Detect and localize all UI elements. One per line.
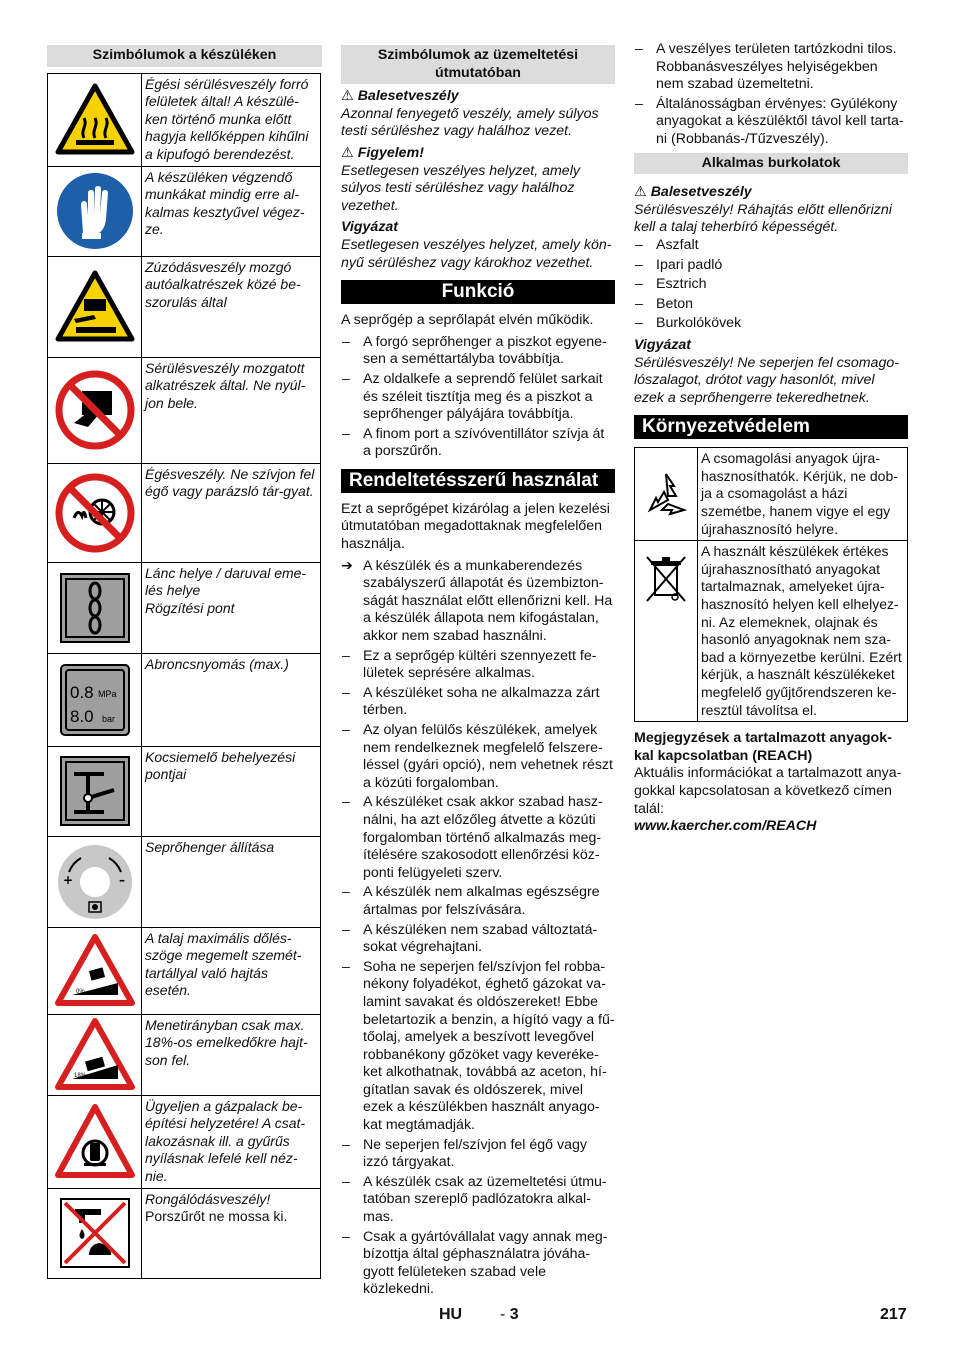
intended-use-intro: Ezt a seprőgépet kizárólag a jelen kezelési útmutatóban megadottaknak megfelelően használja.	[341, 500, 610, 553]
surfaces-list	[634, 237, 908, 333]
danger-label	[341, 88, 615, 106]
list-item: A készüléken végzendő munkákat mindig erre al-kalmas kesztyűvel végez-ze.	[142, 166, 321, 256]
table-row	[48, 1188, 321, 1278]
table-row	[48, 463, 321, 562]
list-item: Égési sérülésveszély forró felületek által! A készülé-ken történő munka előtt hagyja kellőképpen kihűlni a kipufogó berendezést.	[142, 73, 321, 166]
list-item	[142, 1188, 321, 1278]
list-item: – A veszélyes területen tartózkodni tilos. Robbanásveszélyes helyiségekben nem szabad üzemeltetni.	[634, 41, 908, 94]
table-row	[48, 256, 321, 357]
table-row	[48, 927, 321, 1014]
caution-text: Esetlegesen veszélyes helyzet, amely kön-nyű sérüléshez vagy károkhoz vezethet.	[341, 236, 612, 271]
table-row	[48, 562, 321, 653]
warning-text: Esetlegesen veszélyes helyzet, amely súlyos testi sérüléshez vagy halálhoz vezethet.	[341, 162, 580, 214]
list-item: – Az olyan felülős készülékek, amelyek nem rendelkeznek megfelelő felszere-léssel (gyári opció), nem vehetnek részt a közúti forgalomban.	[341, 722, 615, 792]
crossed-bin-icon	[641, 549, 691, 605]
list-item: Kocsiemelő behelyezési pontjai	[142, 746, 321, 836]
environment-table	[634, 447, 908, 722]
reach-text: Aktuális információkat a tartalmazott anya-gokkal kapcsolatosan a következő címen talál:	[634, 765, 902, 817]
list-item: Zúzódásveszély mozgó autóalkatrészek közé be-szorulás által	[142, 256, 321, 357]
device-symbols-table	[47, 73, 321, 1279]
list-item: A talaj maximális dőlés-szöge megemelt szemét-tartállyal való hajtás esetén.	[142, 927, 321, 1014]
caution-text: Sérülésveszély! Ne seperjen fel csomago-lószalagot, drótot vagy hasonlót, mivel ezek a seprőhengerre tekeredhetnek.	[634, 354, 899, 406]
caution-label: Vigyázat	[341, 219, 399, 236]
pressure-bar-value: 8.0	[69, 706, 94, 726]
local-page-number	[500, 1306, 519, 1324]
manual-symbols-heading: Szimbólumok az üzemeltetési útmutatóban	[341, 45, 615, 84]
list-item: – Burkolókövek	[634, 315, 908, 333]
local-page-value: 3	[509, 1306, 519, 1323]
warning-triangle-icon: ⚠	[341, 144, 354, 161]
function-heading: Funkció	[341, 280, 615, 304]
list-item-line: Rögzítési pont	[145, 599, 235, 616]
list-item: Ügyeljen a gázpalack be-építési helyzetére! A csat-lakozásnak ill. a gyűrűs nyílásnak lefelé kell néz-nie.	[142, 1095, 321, 1188]
intended-use-arrow-list	[341, 558, 615, 646]
slope-warning-icon	[54, 933, 136, 1009]
hot-surface-warning-icon	[54, 82, 136, 158]
list-item: A csomagolási anyagok újra-hasznosíthatók. Kérjük, ne dob-ja a csomagolást a házi szemétbe, hanem vigye el egy újrahasznosító helyre.	[698, 448, 908, 541]
list-item-line: Porszűrőt ne mossa ki.	[145, 1208, 288, 1225]
page-footer	[0, 1306, 954, 1330]
list-item: – A készülék nem alkalmas egészségre ártalmas por felszívására.	[341, 884, 615, 919]
list-item: – Esztrich	[634, 276, 908, 294]
pressure-mpa-value: 0.8	[69, 682, 94, 702]
list-item: – A készüléket csak akkor szabad hasz-nálni, ha azt előzőleg átvette a közúti forgalomban történő alkalmazás meg-ítélésére szakosodott ellenőrzési köz-ponti felügyeleti szerv.	[341, 794, 615, 882]
warning-label	[341, 145, 615, 163]
list-item-line: Rongálódásveszély!	[145, 1190, 271, 1207]
no-reach-in-icon	[54, 369, 136, 451]
list-item: – A finom port a szívóventillátor szívja át a porszűrőn.	[341, 426, 615, 461]
table-row	[48, 73, 321, 166]
no-burning-objects-icon	[54, 472, 136, 554]
environment-heading: Környezetvédelem	[634, 415, 908, 439]
page-separator: -	[500, 1306, 506, 1323]
warning-triangle-icon: ⚠	[341, 88, 354, 105]
symbols-on-device-section	[47, 45, 322, 1279]
function-intro: A seprőgép a seprőlapát elvén működik.	[341, 312, 594, 329]
list-item: – A készüléket soha ne alkalmazza zárt térben.	[341, 685, 615, 720]
no-wash-filter-icon	[55, 1193, 135, 1273]
danger-label	[634, 184, 908, 202]
list-item: – Az oldalkefe a seprendő felület sarkait és széleit tisztítja meg és a piszkot a seprőhenger pályájára továbbítja.	[341, 371, 615, 424]
danger-label-text: Balesetveszély	[650, 184, 752, 201]
pressure-bar-unit: bar	[101, 713, 115, 724]
surfaces-heading: Alkalmas burkolatok	[634, 153, 908, 175]
table-row	[48, 1095, 321, 1188]
danger-text: Azonnal fenyegető veszély, amely súlyos testi sérüléshez vagy halálhoz vezet.	[341, 105, 599, 140]
list-item: Abroncsnyomás (max.)	[142, 653, 321, 746]
list-item: – Csak a gyártóvállalat vagy annak meg-bízottja által géphasználatra jóváha-gyott felületeken szabad vele közlekedni.	[341, 1229, 615, 1299]
table-row	[635, 448, 908, 541]
slope-percent-label: 0%	[75, 988, 85, 995]
svg-text:+: +	[62, 872, 73, 887]
list-item: – Ipari padló	[634, 257, 908, 275]
jack-point-icon	[58, 754, 132, 828]
danger-text: Sérülésveszély! Ráhajtás előtt ellenőrizni kell a talaj teherbíró képességét.	[634, 201, 892, 236]
intended-use-list	[341, 648, 615, 1299]
table-row	[635, 541, 908, 722]
list-item: – Beton	[634, 296, 908, 314]
list-item: – Soha ne seperjen fel/szívjon fel robba-nékony folyadékot, éghető gázokat va-lamint savakat és oldószereket! Ebbe beletartozik a benzin, a hígító vagy a fű-tőolaj, amelyek a beszívott levegővel robbanékony gőzöket vagy keveréke-ket alkothatnak, továbbá az aceton, hí-gítatlan savak és oldószerek, mivel ezek a készülékben használt anyago-kat megtámadják.	[341, 959, 615, 1135]
manual-symbols-section	[341, 45, 615, 1301]
table-row	[48, 166, 321, 256]
pressure-mpa-unit: MPa	[97, 688, 117, 699]
warning-label-text: Figyelem!	[357, 144, 424, 161]
list-item: – Általánosságban érvényes: Gyúlékony anyagokat a készüléktől távol kell tarta-ni (Robbanás-/Tűzveszély).	[634, 96, 908, 149]
list-item: Seprőhenger állítása	[142, 836, 321, 927]
danger-label-text: Balesetveszély	[357, 88, 459, 105]
list-item: Égésveszély. Ne szívjon fel égő vagy parázsló tár-gyat.	[142, 463, 321, 562]
page-number: 217	[880, 1306, 907, 1323]
list-item: – A készülék csak az üzemeltetési útmu-tatóban szereplő padlózatokra alkal-mas.	[341, 1174, 615, 1227]
incline-percent-label: 18%	[73, 1072, 86, 1079]
right-column	[634, 41, 908, 840]
list-item: – Ne seperjen fel/szívjon fel égő vagy izzó tárgyakat.	[341, 1137, 615, 1172]
recycling-icon	[638, 466, 694, 522]
table-row	[48, 836, 321, 927]
language-code: HU	[439, 1306, 463, 1323]
list-item: Sérülésveszély mozgatott alkatrészek által. Ne nyúl-jon bele.	[142, 357, 321, 463]
tire-pressure-icon	[58, 662, 132, 738]
warning-triangle-icon: ⚠	[634, 184, 647, 201]
caution-label: Vigyázat	[634, 336, 692, 353]
list-item: ➔ A készülék és a munkaberendezés szabályszerű állapotát és üzembizton-ságát használat előtt ellenőrizni kell. Ha a készülék állapota nem kifogástalan, akkor nem szabad használni.	[341, 558, 615, 646]
reach-link[interactable]: www.kaercher.com/REACH	[634, 818, 817, 835]
symbols-on-device-heading: Szimbólumok a készüléken	[47, 45, 322, 67]
incline-warning-icon	[54, 1017, 136, 1093]
list-item: – A készüléken nem szabad változtatá-sokat végrehajtani.	[341, 922, 615, 957]
list-item-line: Lánc helye / daruval eme-lés helye	[145, 564, 307, 599]
reach-heading: Megjegyzések a tartalmazott anyagok-kal kapcsolatban (REACH)	[634, 730, 892, 764]
list-item: A használt készülékek értékes újrahasznosítható anyagokat tartalmaznak, amelyeket újra-hasznosító helyen kell elhelyez-ni. Az elemeknek, olajnak és hasonló anyagoknak nem sza-bad a környezetbe kerülni. Ezért kérjük, a használt készülékeket megfelelő gyűjtőrendszeren ke-resztül távolítsa el.	[698, 541, 908, 722]
table-row	[48, 1014, 321, 1095]
table-row	[48, 653, 321, 746]
svg-text:–: –	[118, 872, 125, 887]
gas-cylinder-warning-icon	[54, 1103, 136, 1181]
function-list	[341, 334, 615, 461]
list-item: – A forgó seprőhenger a piszkot egyene-sen a seméttartályba továbbítja.	[341, 334, 615, 369]
table-row	[48, 357, 321, 463]
chain-point-icon	[58, 571, 132, 645]
intended-use-heading: Rendeltetésszerű használat	[341, 469, 615, 493]
list-item: – Ez a seprőgép kültéri szennyezett fe-lületek seprésére alkalmas.	[341, 648, 615, 683]
list-item: – Aszfalt	[634, 237, 908, 255]
gloves-mandatory-icon	[55, 171, 135, 251]
roller-adjust-icon	[55, 842, 135, 922]
list-item	[142, 562, 321, 653]
list-item: Menetirányban csak max. 18%-os emelkedőkre hajt-son fel.	[142, 1014, 321, 1095]
table-row	[48, 746, 321, 836]
explosion-list	[634, 41, 908, 149]
crush-hazard-icon	[54, 269, 136, 345]
